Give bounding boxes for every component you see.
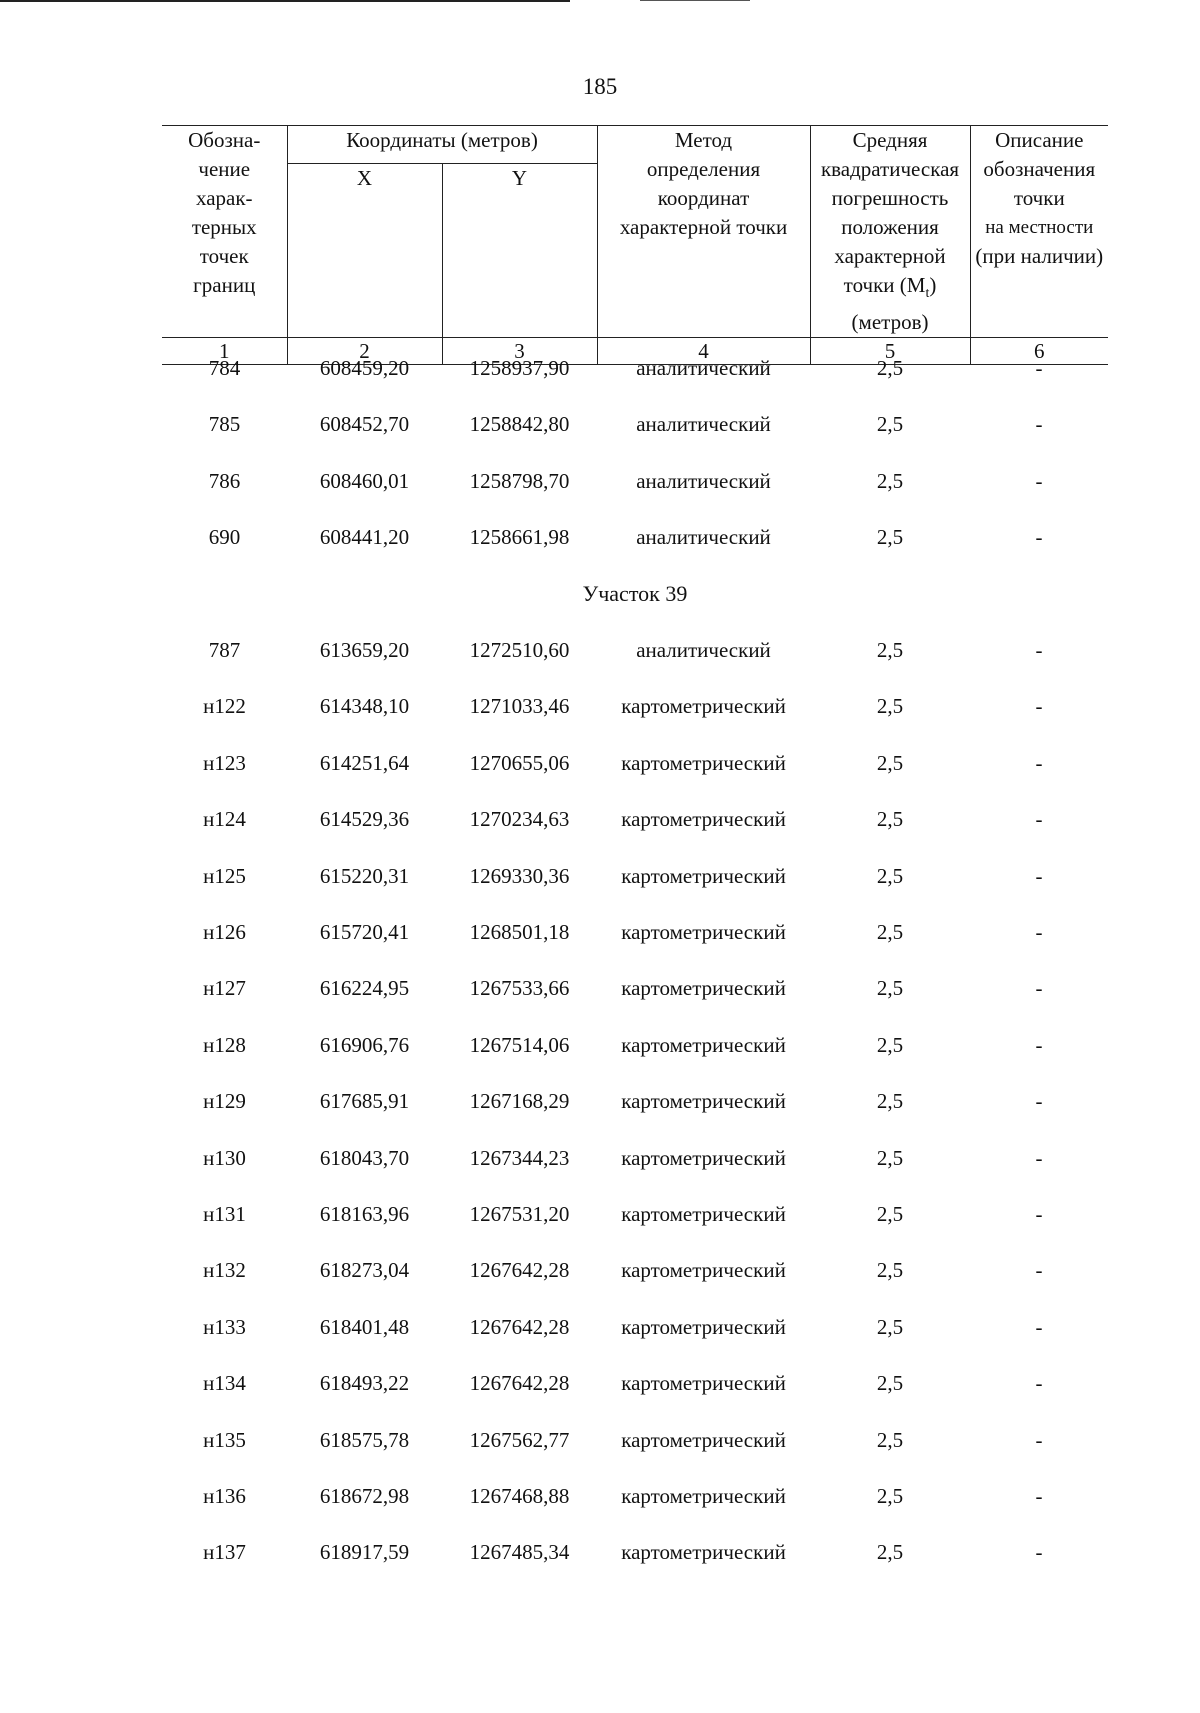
table-row (162, 1143, 1108, 1173)
table-row (162, 1368, 1108, 1398)
table-row (162, 917, 1108, 947)
header-point-designation (162, 126, 287, 338)
method: картометрический (621, 863, 786, 888)
method: аналитический (636, 525, 771, 550)
header-method (597, 126, 810, 338)
coord-y: 1268501,18 (469, 920, 570, 944)
coord-x: 618273,04 (319, 1258, 410, 1283)
method: аналитический (636, 468, 771, 493)
description: - (1035, 468, 1043, 493)
coord-y: 1267468,88 (469, 1484, 570, 1508)
coord-x: 618401,48 (319, 1314, 410, 1339)
table-row (162, 1425, 1108, 1455)
coord-y: 1267531,20 (469, 1202, 570, 1226)
description: - (1035, 920, 1043, 944)
error-value: 2,5 (876, 807, 904, 832)
point-id: н137 (203, 1540, 246, 1565)
table-header (162, 125, 1108, 365)
coord-x: 613659,20 (319, 638, 410, 662)
table-row (162, 522, 1108, 552)
method: картометрический (621, 976, 786, 1001)
point-id: н136 (203, 1484, 246, 1508)
coord-y: 1269330,36 (469, 863, 570, 888)
page-number: 185 (582, 74, 618, 99)
coord-y: 1267562,77 (469, 1427, 570, 1452)
table-row (162, 635, 1108, 665)
coord-y: 1267344,23 (469, 1145, 570, 1170)
point-id: н133 (203, 1314, 246, 1339)
point-id: 786 (208, 468, 241, 493)
error-value: 2,5 (876, 1484, 904, 1508)
error-value: 2,5 (876, 1032, 904, 1057)
coord-x: 618917,59 (319, 1540, 410, 1565)
coord-y: 1272510,60 (469, 638, 570, 662)
table-row (162, 1030, 1108, 1060)
table-row (162, 1481, 1108, 1511)
column-number: 4 (597, 338, 810, 365)
method: картометрический (621, 1258, 786, 1283)
description: - (1035, 976, 1043, 1001)
table-row (162, 1537, 1108, 1567)
header-text: точки (1013, 186, 1065, 210)
header-text: точки (M (843, 273, 926, 297)
method: картометрический (621, 1484, 786, 1508)
header-text: Средняя (852, 128, 928, 152)
header-x: X (287, 164, 442, 338)
coord-y: 1267485,34 (469, 1540, 570, 1565)
method: картометрический (621, 1540, 786, 1565)
method: картометрический (621, 1427, 786, 1452)
coord-x: 618163,96 (319, 1202, 410, 1226)
scan-edge-line (0, 0, 570, 2)
coord-x: 616906,76 (319, 1032, 410, 1057)
point-id: н122 (203, 694, 246, 719)
error-value: 2,5 (876, 412, 904, 437)
error-value: 2,5 (876, 920, 904, 944)
header-text: (метров) (851, 310, 929, 335)
error-value: 2,5 (876, 468, 904, 493)
method: аналитический (636, 412, 771, 437)
header-text: Метод (674, 128, 733, 152)
point-id: н131 (203, 1202, 246, 1226)
coord-y: 1258661,98 (469, 525, 570, 550)
description: - (1035, 1427, 1043, 1452)
error-value: 2,5 (876, 694, 904, 719)
description: - (1035, 412, 1043, 437)
header-text: погрешность (831, 186, 949, 210)
table-row (162, 1255, 1108, 1285)
description: - (1035, 525, 1043, 550)
description: - (1035, 356, 1043, 380)
header-coordinates-group: Координаты (метров) (287, 126, 597, 164)
header-text (811, 271, 970, 308)
method: картометрический (621, 1202, 786, 1226)
method: картометрический (621, 807, 786, 832)
table-row (162, 353, 1108, 383)
table-row (162, 1312, 1108, 1342)
description: - (1035, 694, 1043, 719)
coord-y: 1258798,70 (469, 468, 570, 493)
header-text: характерной точки (619, 215, 788, 239)
description: - (1035, 1484, 1043, 1508)
description: - (1035, 1540, 1043, 1565)
error-value: 2,5 (876, 1314, 904, 1339)
table-row (162, 409, 1108, 439)
header-text: обозначения (983, 157, 1096, 181)
coord-y: 1258937,90 (469, 356, 570, 380)
error-value: 2,5 (876, 1145, 904, 1170)
description: - (1035, 863, 1043, 888)
coord-x: 618575,78 (319, 1427, 410, 1452)
description: - (1035, 1314, 1043, 1339)
description: - (1035, 1202, 1043, 1226)
header-text: на местности (985, 217, 1094, 238)
point-id: н135 (203, 1427, 246, 1452)
header-text: харак- (195, 186, 253, 210)
header-text: (при наличии) (975, 244, 1104, 268)
error-value: 2,5 (876, 1202, 904, 1226)
header-text: квадратическая (820, 157, 960, 181)
method: картометрический (621, 694, 786, 719)
error-value: 2,5 (876, 525, 904, 550)
header-text: Обозна- (188, 128, 261, 152)
coord-y: 1258842,80 (469, 412, 570, 437)
method: аналитический (636, 638, 771, 662)
point-id: н129 (203, 1089, 246, 1114)
point-id: н128 (203, 1032, 246, 1057)
point-id: 784 (208, 356, 241, 380)
column-number: 6 (970, 338, 1108, 365)
header-text: Описание (995, 128, 1084, 152)
table-row (162, 861, 1108, 891)
coord-x: 614529,36 (319, 807, 410, 832)
description: - (1035, 1089, 1043, 1114)
point-id: н124 (203, 807, 246, 832)
coord-y: 1270655,06 (469, 750, 570, 775)
header-text: определения (646, 157, 761, 181)
point-id: н134 (203, 1371, 246, 1396)
description: - (1035, 1032, 1043, 1057)
point-id: н130 (203, 1145, 246, 1170)
table-row (162, 748, 1108, 778)
point-id: 787 (208, 638, 241, 662)
method: аналитический (636, 356, 771, 380)
point-id: н126 (203, 920, 246, 944)
coord-x: 608441,20 (319, 525, 410, 550)
scan-edge-line (640, 0, 750, 1)
coord-x: 615720,41 (319, 920, 410, 944)
method: картометрический (621, 750, 786, 775)
header-text: положения (841, 215, 939, 239)
header-text: чение (198, 157, 251, 181)
header-text: ) (929, 273, 937, 297)
coord-x: 614348,10 (319, 694, 410, 719)
point-id: н123 (203, 750, 246, 775)
coord-x: 608459,20 (319, 356, 410, 380)
coord-y: 1267514,06 (469, 1032, 570, 1057)
coord-x: 608452,70 (319, 412, 410, 437)
error-value: 2,5 (876, 1089, 904, 1114)
error-value: 2,5 (876, 1540, 904, 1565)
table-row (162, 804, 1108, 834)
description: - (1035, 1258, 1043, 1283)
error-value: 2,5 (876, 638, 904, 662)
subscript-t: t (925, 286, 930, 302)
coord-x: 617685,91 (319, 1089, 410, 1114)
coord-y: 1271033,46 (469, 694, 570, 719)
header-mean-square-error (810, 126, 970, 338)
header-text: точек (199, 244, 249, 268)
description: - (1035, 1371, 1043, 1396)
table-row (162, 1086, 1108, 1116)
coord-x: 618043,70 (319, 1145, 410, 1170)
section-title: Участок 39 (582, 580, 688, 606)
header-description (970, 126, 1108, 338)
header-text: характерной (834, 244, 946, 268)
description: - (1035, 1145, 1043, 1170)
coord-y: 1267642,28 (469, 1258, 570, 1283)
coord-y: 1267533,66 (469, 976, 570, 1001)
coord-x: 615220,31 (319, 863, 410, 888)
column-number: 3 (442, 338, 597, 365)
header-text: терных (191, 215, 257, 239)
coord-x: 608460,01 (319, 468, 410, 493)
method: картометрический (621, 920, 786, 944)
coord-y: 1270234,63 (469, 807, 570, 832)
method: картометрический (621, 1371, 786, 1396)
coord-x: 614251,64 (319, 750, 410, 775)
error-value: 2,5 (876, 1371, 904, 1396)
point-id: 785 (208, 412, 241, 437)
point-id: н125 (203, 863, 246, 888)
header-text: координат (657, 186, 750, 210)
method: картометрический (621, 1089, 786, 1114)
column-number: 1 (162, 338, 287, 365)
table-row (162, 973, 1108, 1003)
table-row (162, 466, 1108, 496)
error-value: 2,5 (876, 863, 904, 888)
coord-x: 618493,22 (319, 1371, 410, 1396)
method: картометрический (621, 1032, 786, 1057)
error-value: 2,5 (876, 356, 904, 380)
point-id: 690 (208, 525, 241, 550)
error-value: 2,5 (876, 750, 904, 775)
column-number: 5 (810, 338, 970, 365)
coord-y: 1267642,28 (469, 1371, 570, 1396)
coord-y: 1267168,29 (469, 1089, 570, 1114)
error-value: 2,5 (876, 1258, 904, 1283)
header-y: Y (442, 164, 597, 338)
method: картометрический (621, 1314, 786, 1339)
description: - (1035, 750, 1043, 775)
method: картометрический (621, 1145, 786, 1170)
error-value: 2,5 (876, 1427, 904, 1452)
header-text: границ (193, 273, 256, 297)
coord-x: 618672,98 (319, 1484, 410, 1508)
coord-y: 1267642,28 (469, 1314, 570, 1339)
error-value: 2,5 (876, 976, 904, 1001)
description: - (1035, 807, 1043, 832)
point-id: н127 (203, 976, 246, 1001)
description: - (1035, 638, 1043, 662)
column-number: 2 (287, 338, 442, 365)
point-id: н132 (203, 1258, 246, 1283)
coord-x: 616224,95 (319, 976, 410, 1001)
table-row (162, 691, 1108, 721)
table-row (162, 1199, 1108, 1229)
